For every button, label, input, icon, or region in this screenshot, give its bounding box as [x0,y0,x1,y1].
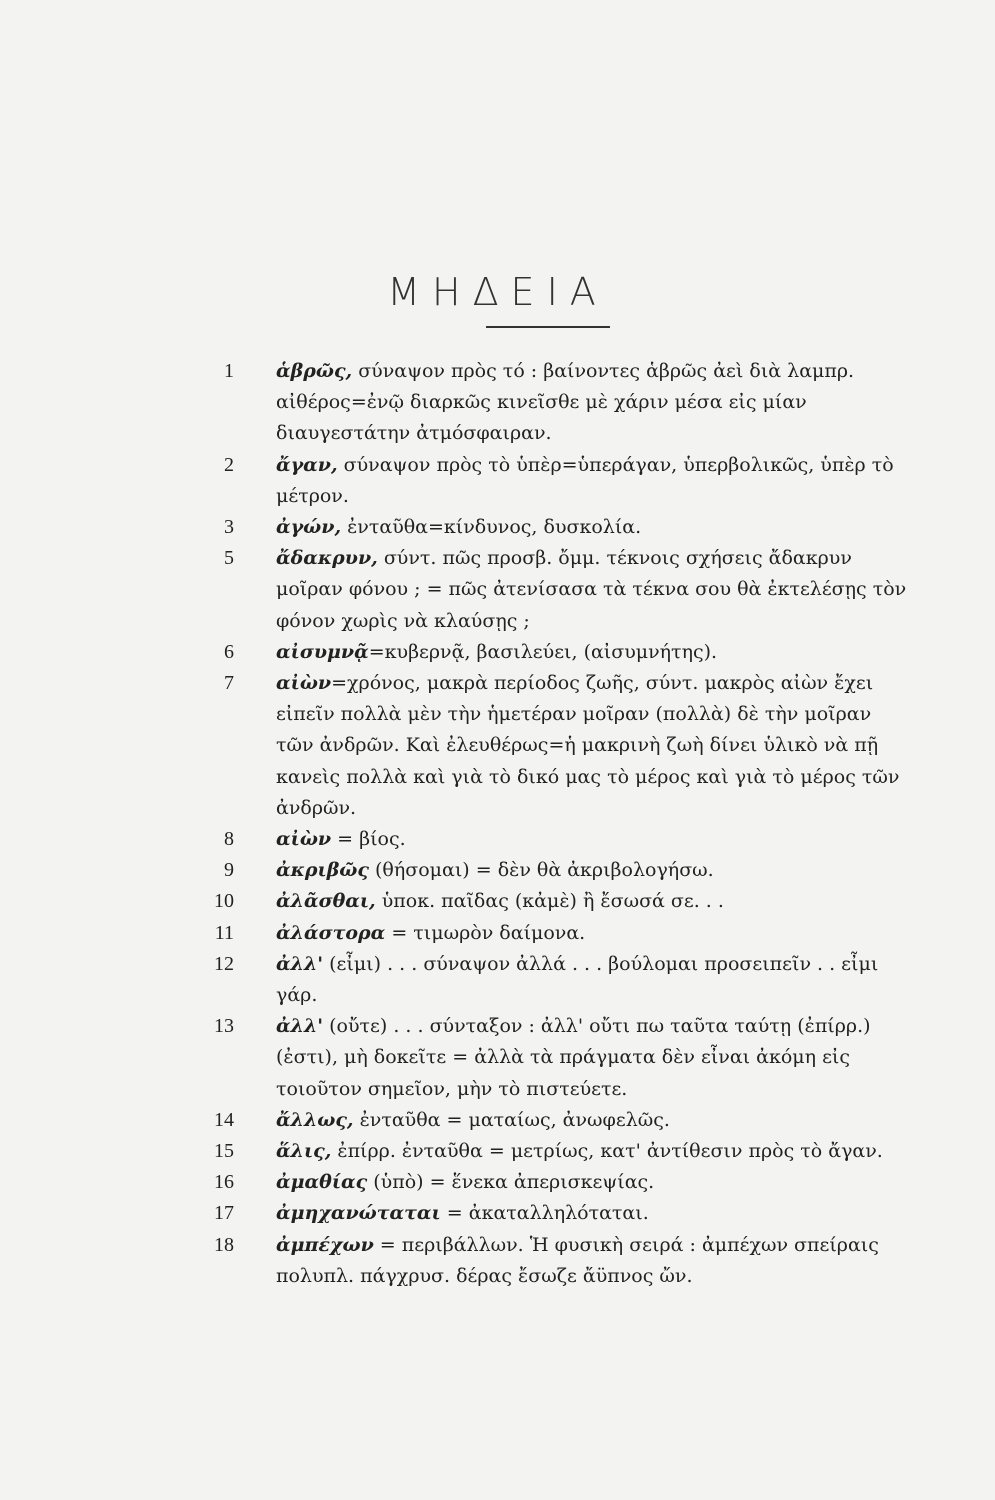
note-text: = ἀκαταλληλόταται. [440,1202,649,1225]
note-lemma: ἀκριβῶς [276,859,369,882]
note-number: 9 [224,859,234,882]
note-number: 10 [214,890,234,913]
note-item [192,855,912,886]
note-lemma: ἄδακρυν, [276,547,378,570]
note-number: 2 [224,453,234,476]
note-lemma: ἄλλως, [276,1108,354,1131]
note-text: (ὑπὸ) = ἕνεκα ἀπερισκεψίας. [367,1171,655,1194]
note-text: (εἶμι) . . . σύναψον ἀλλά . . . βούλομαι προσειπεῖν . . εἶμι γάρ. [276,952,879,1007]
note-number: 7 [224,672,234,695]
note-item [192,1011,912,1105]
note-item [192,1198,912,1229]
note-item [192,918,912,949]
note-lemma: ἀλλ' [276,1015,324,1038]
note-lemma: ἄγαν, [276,453,338,476]
note-item [192,450,912,512]
note-text: ἐνταῦθα=κίνδυνος, δυσκολία. [341,516,642,539]
note-number: 3 [224,516,234,539]
title-rule [486,326,610,328]
note-number: 1 [224,360,234,382]
note-text: =κυβερνᾷ, βασιλεύει, (αἰσυμνήτης). [368,640,718,663]
note-text: ἐνταῦθα = ματαίως, ἀνωφελῶς. [353,1108,670,1131]
notes-list [192,356,912,1292]
note-number: 14 [214,1108,234,1131]
note-text: = περιβάλλων. Ἡ φυσικὴ σειρά : ἀμπέχων σπείραις πολυπλ. πάγχρυσ. δέρας ἔσωζε ἄϋπνος ὤν. [276,1233,879,1287]
note-item [192,512,912,543]
note-text: (θήσομαι) = δὲν θὰ ἀκριβολογήσω. [368,859,714,882]
note-text: = βίος. [331,828,406,851]
note-number: 16 [214,1171,234,1194]
note-item [192,1230,912,1292]
note-lemma: ἀμηχανώταται [276,1202,441,1225]
note-number: 15 [214,1140,234,1163]
note-item [192,1167,912,1198]
note-text: ἐπίρρ. ἐνταῦθα = μετρίως, κατ' ἀντίθεσιν πρὸς τὸ ἄγαν. [331,1140,883,1163]
note-text: = τιμωρὸν δαίμονα. [385,921,586,944]
note-number: 13 [214,1015,234,1038]
note-lemma: ἀλᾶσθαι, [276,890,376,913]
note-lemma: ἀλλ' [276,952,324,975]
note-lemma: αἰσυμνᾷ [276,640,369,663]
note-lemma: αἰὼν [276,672,332,695]
note-item [192,824,912,855]
note-text: (οὔτε) . . . σύνταξον : ἀλλ' οὔτι πω ταῦτα ταύτῃ (ἐπίρρ.) (ἐστι), μὴ δοκεῖτε = ἀλλὰ τὰ πράγματα δὲν εἶναι ἀκόμη εἰς τοιοῦτον σημεῖον, μὴν τὸ πιστεύετε. [276,1015,871,1100]
note-item [192,543,912,637]
note-number: 6 [224,640,234,663]
note-item [192,886,912,917]
note-item [192,668,912,824]
note-lemma: ἅλις, [276,1140,332,1163]
note-item [192,637,912,668]
note-item [192,949,912,1011]
note-lemma: αἰὼν [276,828,332,851]
note-lemma: ἁβρῶς, [276,360,353,382]
note-text: σύναψον πρὸς τό : βαίνοντες ἁβρῶς ἀεὶ διὰ λαμπρ. αἰθέρος=ἐνῷ διαρκῶς κινεῖσθε μὲ χάριν μέσα εἰς μίαν διαυγεστάτην ἀτμόσφαιραν. [276,360,855,445]
note-number: 18 [214,1233,234,1256]
note-lemma: ἀμπέχων [276,1233,374,1256]
note-number: 5 [224,547,234,570]
note-number: 12 [214,952,234,975]
note-number: 8 [224,828,234,851]
note-text: =χρόνος, μακρὰ περίοδος ζωῆς, σύντ. μακρὸς αἰὼν ἔχει εἰπεῖν πολλὰ μὲν τὴν ἡμετέραν μοῖραν (πολλὰ) δὲ τὴν μοῖραν τῶν ἀνδρῶν. Καὶ ἐλευθέρως=ἡ μακρινὴ ζωὴ δίνει ὑλικὸ νὰ πῇ κανεὶς πολλὰ καὶ γιὰ τὸ δικό μας τὸ μέρος καὶ γιὰ τὸ μέρος τῶν ἀνδρῶν. [276,672,900,819]
note-lemma: ἀλάστορα [276,921,386,944]
note-item [192,1136,912,1167]
note-item [192,1105,912,1136]
page-title: ΜΗΔΕΙΑ [387,270,608,314]
note-number: 17 [214,1202,234,1225]
note-lemma: ἀγών, [276,516,342,539]
note-item [192,356,912,450]
note-text: ὑποκ. παῖδας (κἀμὲ) ἢ ἔσωσά σε. . . [375,890,724,913]
note-lemma: ἀμαθίας [276,1171,368,1194]
note-text: σύντ. πῶς προσβ. ὄμμ. τέκνοις σχήσεις ἄδακρυν μοῖραν φόνου ; = πῶς ἀτενίσασα τὰ τέκνα σου θὰ ἐκτελέσῃς τὸν φόνον χωρὶς νὰ κλαύσῃς ; [276,547,907,632]
note-number: 11 [214,921,234,944]
note-text: σύναψον πρὸς τὸ ὑπὲρ=ὑπεράγαν, ὑπερβολικῶς, ὑπὲρ τὸ μέτρον. [276,453,894,507]
